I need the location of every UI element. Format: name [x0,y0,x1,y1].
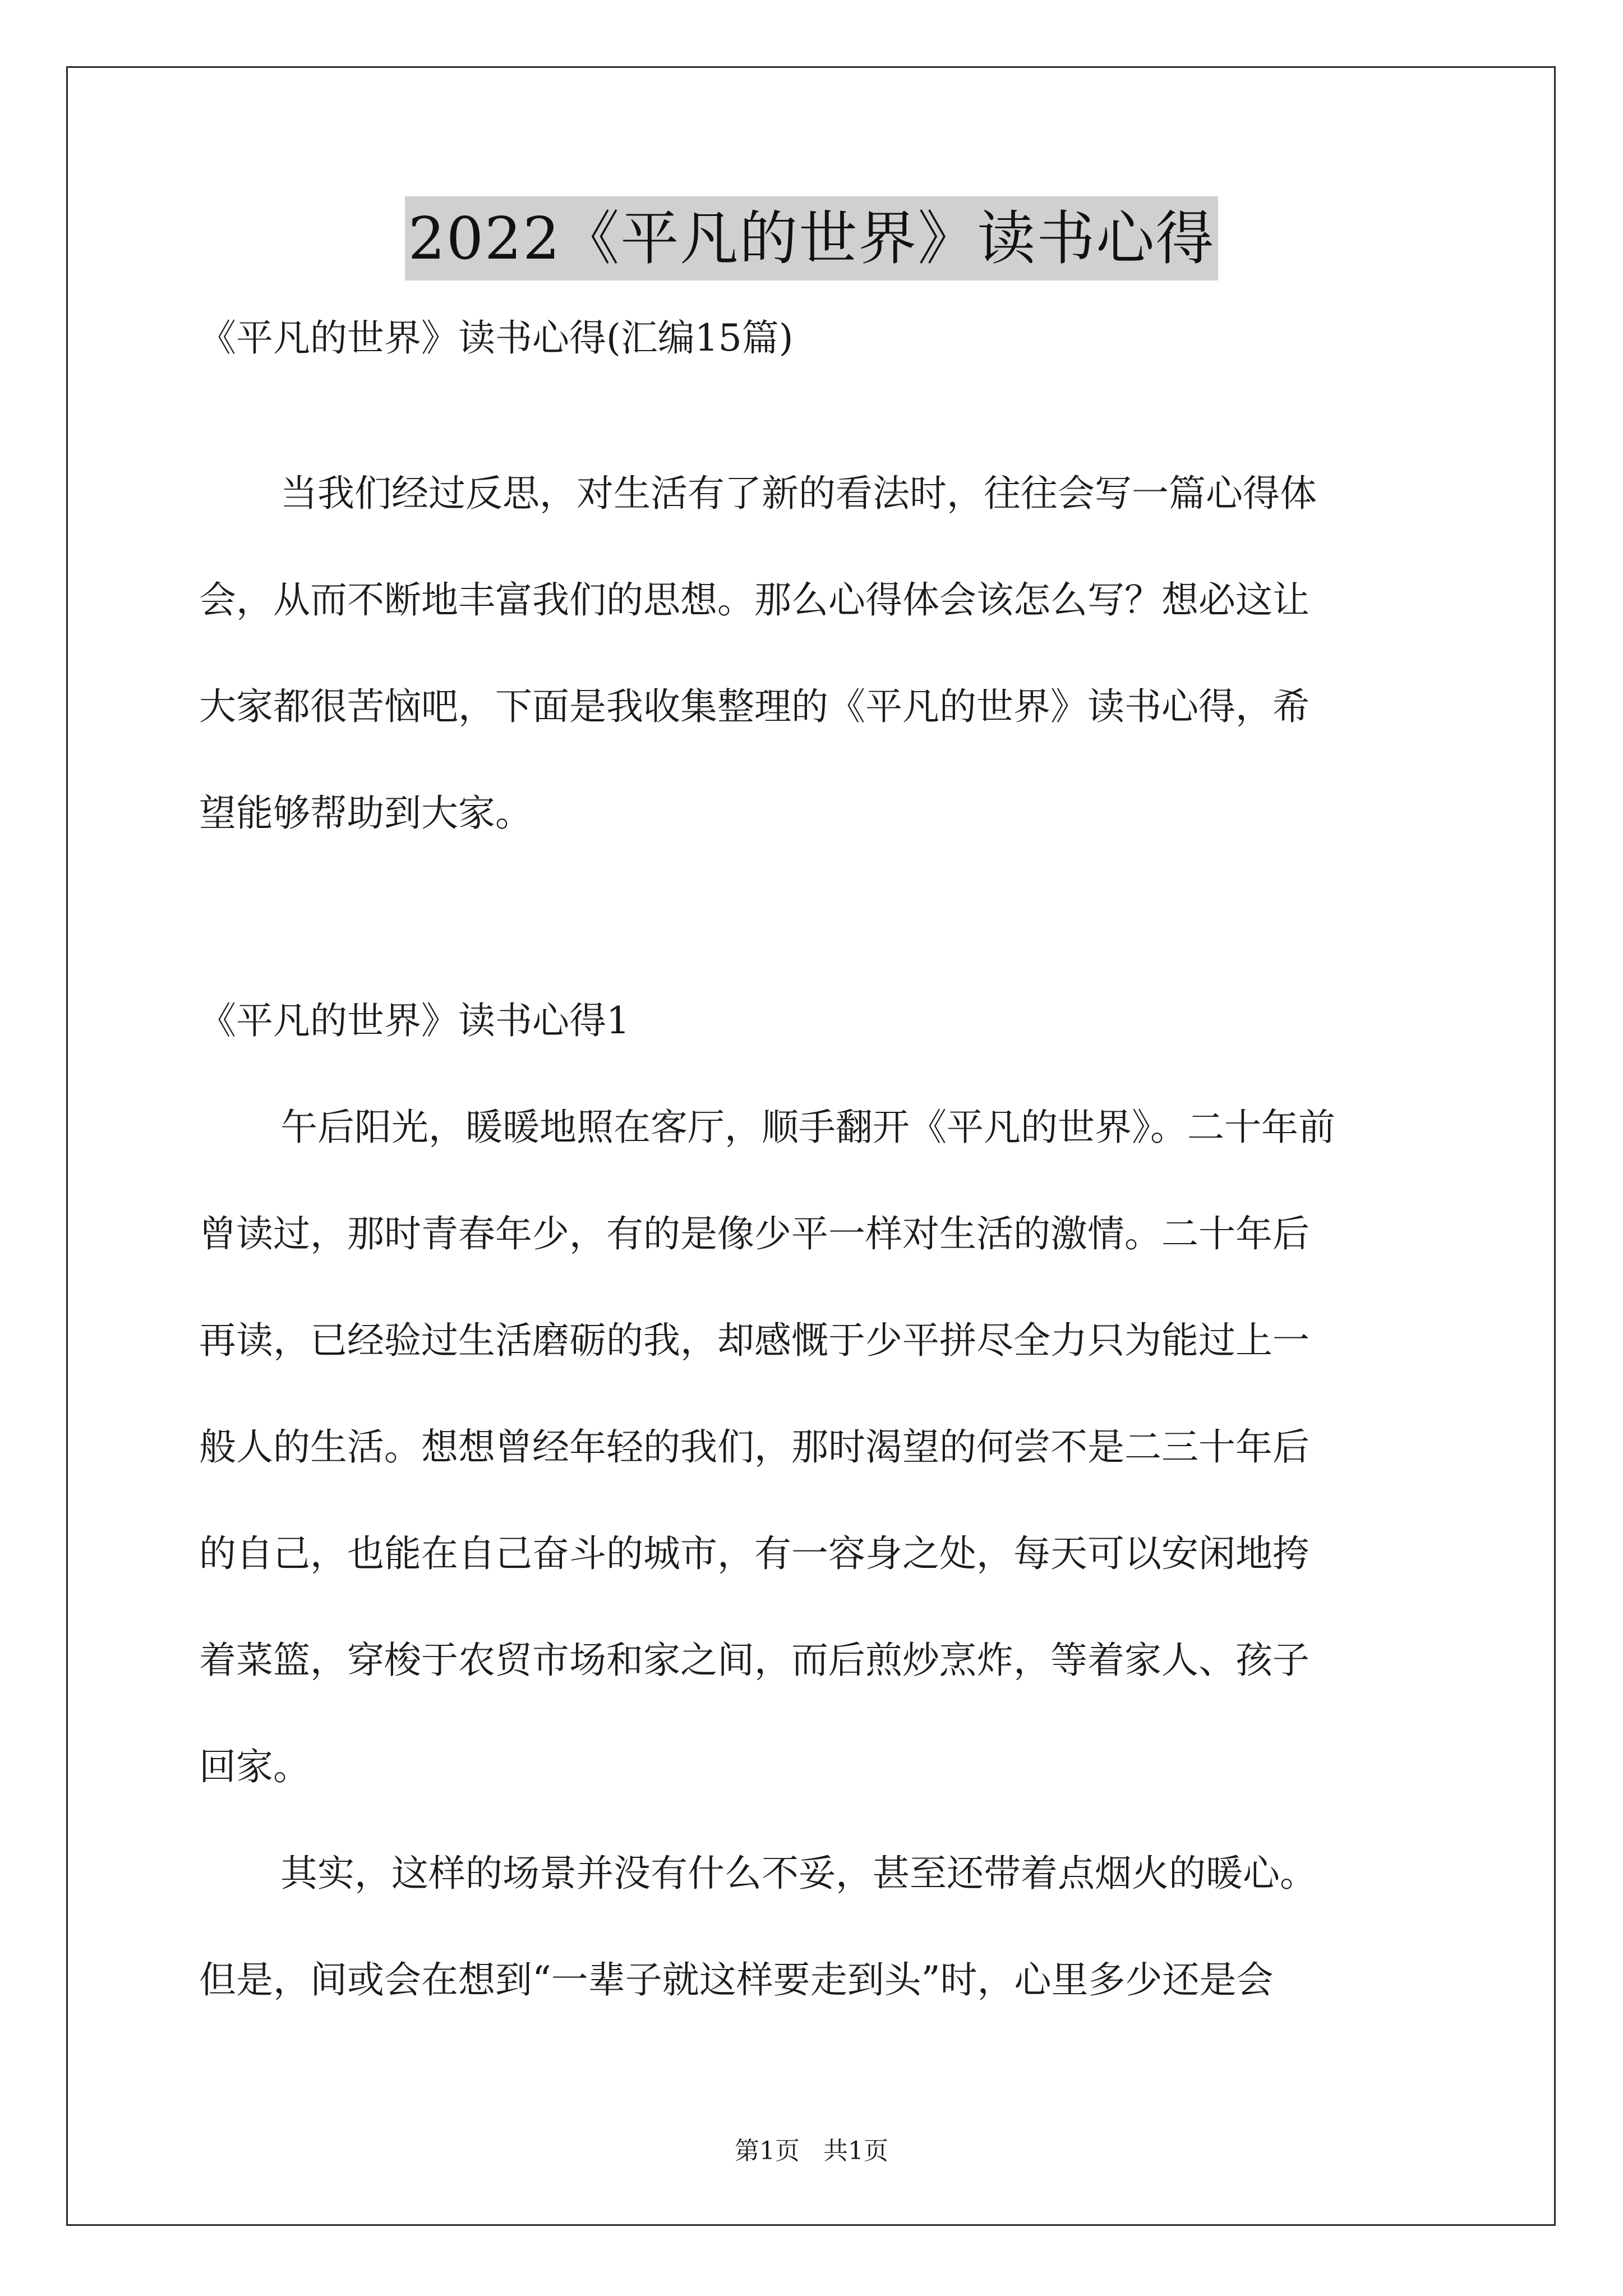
paragraph-line: 的自己，也能在自己奋斗的城市，有一容身之处，每天可以安闲地挎 [199,1532,1310,1575]
intro-line: 会，从而不断地丰富我们的思想。那么心得体会该怎么写？想必这让 [199,578,1310,622]
paragraph-line: 般人的生活。想想曾经年轻的我们，那时渴望的何尝不是二三十年后 [199,1425,1310,1469]
section-paragraph-1 [199,1074,1433,1820]
section-heading: 《平凡的世界》读书心得1 [199,999,630,1042]
document-subtitle: 《平凡的世界》读书心得(汇编15篇) [199,316,794,360]
paragraph-line: 曾读过，那时青春年少，有的是像少平一样对生活的激情。二十年后 [199,1212,1310,1255]
paragraph-line: 回家。 [199,1745,310,1788]
paragraph-line: 午后阳光，暖暖地照在客厅，顺手翻开《平凡的世界》。二十年前 [280,1106,1335,1149]
intro-line: 当我们经过反思，对生活有了新的看法时，往往会写一篇心得体 [280,472,1317,515]
intro-paragraph [199,440,1433,867]
document-title: 2022《平凡的世界》读书心得 [405,196,1219,280]
paragraph-line: 着菜篮，穿梭于农贸市场和家之间，而后煎炒烹炸，等着家人、孩子 [199,1639,1310,1682]
paragraph-line: 再读，已经验过生活磨砺的我，却感慨于少平拼尽全力只为能过上一 [199,1319,1310,1362]
paragraph-line: 其实，这样的场景并没有什么不妥，甚至还带着点烟火的暖心。 [280,1852,1317,1895]
section-paragraph-2 [199,1820,1433,2033]
intro-line: 大家都很苦恼吧，下面是我收集整理的《平凡的世界》读书心得，希 [199,685,1310,728]
intro-line: 望能够帮助到大家。 [199,792,532,835]
paragraph-line: 但是，间或会在想到“一辈子就这样要走到头”时，心里多少还是会 [199,1958,1274,2001]
page-footer: 第1页 共1页 [735,2137,888,2165]
title-wrap [0,196,1623,280]
